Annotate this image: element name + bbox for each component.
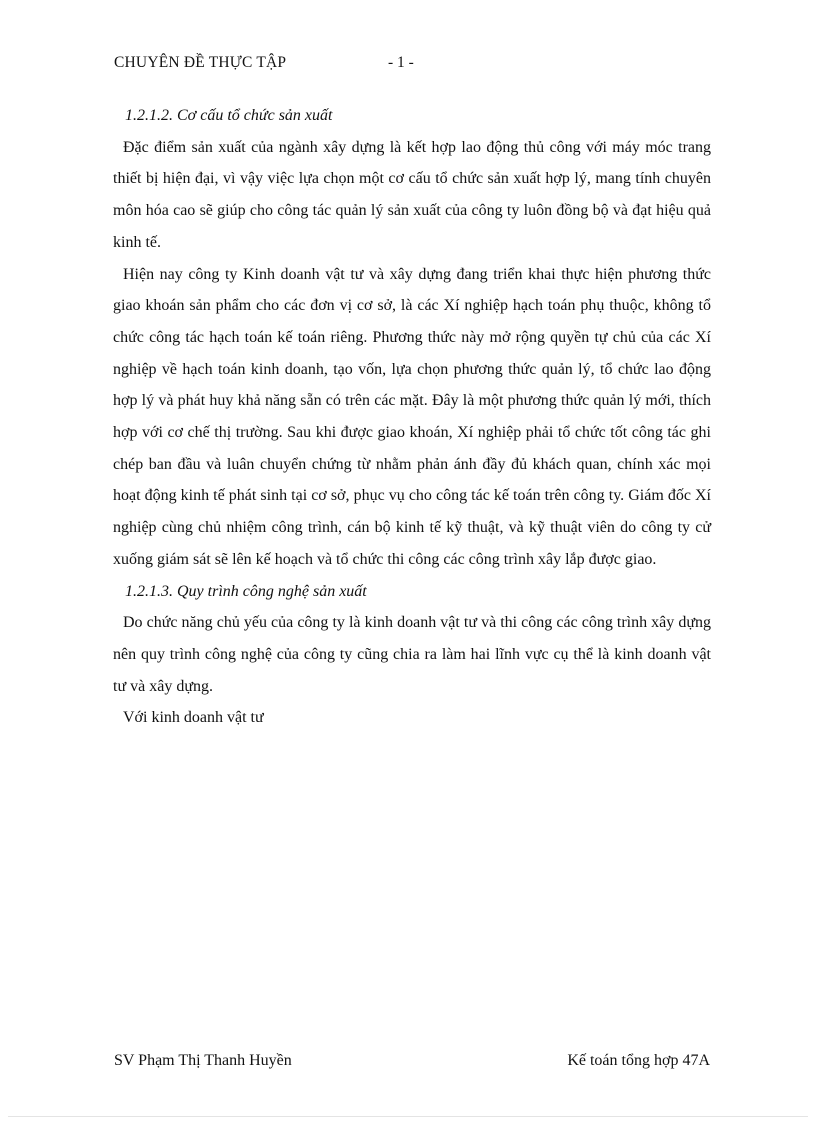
footer-class: Kế toán tổng hợp 47A <box>567 1052 710 1069</box>
page-bottom-edge <box>8 1116 808 1117</box>
document-header-title: CHUYÊN ĐỀ THỰC TẬP <box>114 54 287 71</box>
paragraph-technology-process: Do chức năng chủ yếu của công ty là kinh doanh vật tư và thi công các công trình xây dựng nên quy trình công nghệ của công ty cũng chia ra làm hai lĩnh vực cụ thể là kinh doanh vật tư và xây dựng. <box>113 614 711 695</box>
document-body <box>113 100 711 734</box>
section-heading-1-2-1-3: 1.2.1.3. Quy trình công nghệ sản xuất <box>125 582 367 600</box>
paragraph-contracting-method: Hiện nay công ty Kinh doanh vật tư và xây dựng đang triển khai thực hiện phương thức giao khoán sản phẩm cho các đơn vị cơ sở, là các Xí nghiệp hạch toán phụ thuộc, không tổ chức công tác hạch toán kế toán riêng. Phương thức này mở rộng quyền tự chủ của các Xí nghiệp về hạch toán kinh doanh, tạo vốn, lựa chọn phương thức quản lý, tổ chức lao động hợp lý và phát huy khả năng sẵn có trên các mặt. Đây là một phương thức quản lý mới, thích hợp với cơ chế thị trường. Sau khi được giao khoán, Xí nghiệp phải tổ chức tốt công tác ghi chép ban đầu và luân chuyển chứng từ nhằm phản ánh đầy đủ khách quan, chính xác mọi hoạt động kinh tế phát sinh tại cơ sở, phục vụ cho công tác kế toán trên công ty. Giám đốc Xí nghiệp cùng chủ nhiệm công trình, cán bộ kinh tế kỹ thuật, và kỹ thuật viên do công ty cử xuống giám sát sẽ lên kế hoạch và tổ chức thi công các công trình xây lắp được giao. <box>113 265 711 568</box>
section-heading-1-2-1-2: 1.2.1.2. Cơ cấu tổ chức sản xuất <box>125 107 333 124</box>
page-number: - 1 - <box>388 54 414 71</box>
paragraph-production-characteristics: Đặc điểm sản xuất của ngành xây dựng là kết hợp lao động thủ công với máy móc trang thiết bị hiện đại, vì vậy việc lựa chọn một cơ cấu tổ chức sản xuất hợp lý, mang tính chuyên môn hóa cao sẽ giúp cho công tác quản lý sản xuất của công ty luôn đồng bộ và đạt hiệu quả kinh tế. <box>113 138 711 251</box>
footer-author: SV Phạm Thị Thanh Huyền <box>114 1052 292 1069</box>
paragraph-material-trading: Với kinh doanh vật tư <box>123 709 264 727</box>
